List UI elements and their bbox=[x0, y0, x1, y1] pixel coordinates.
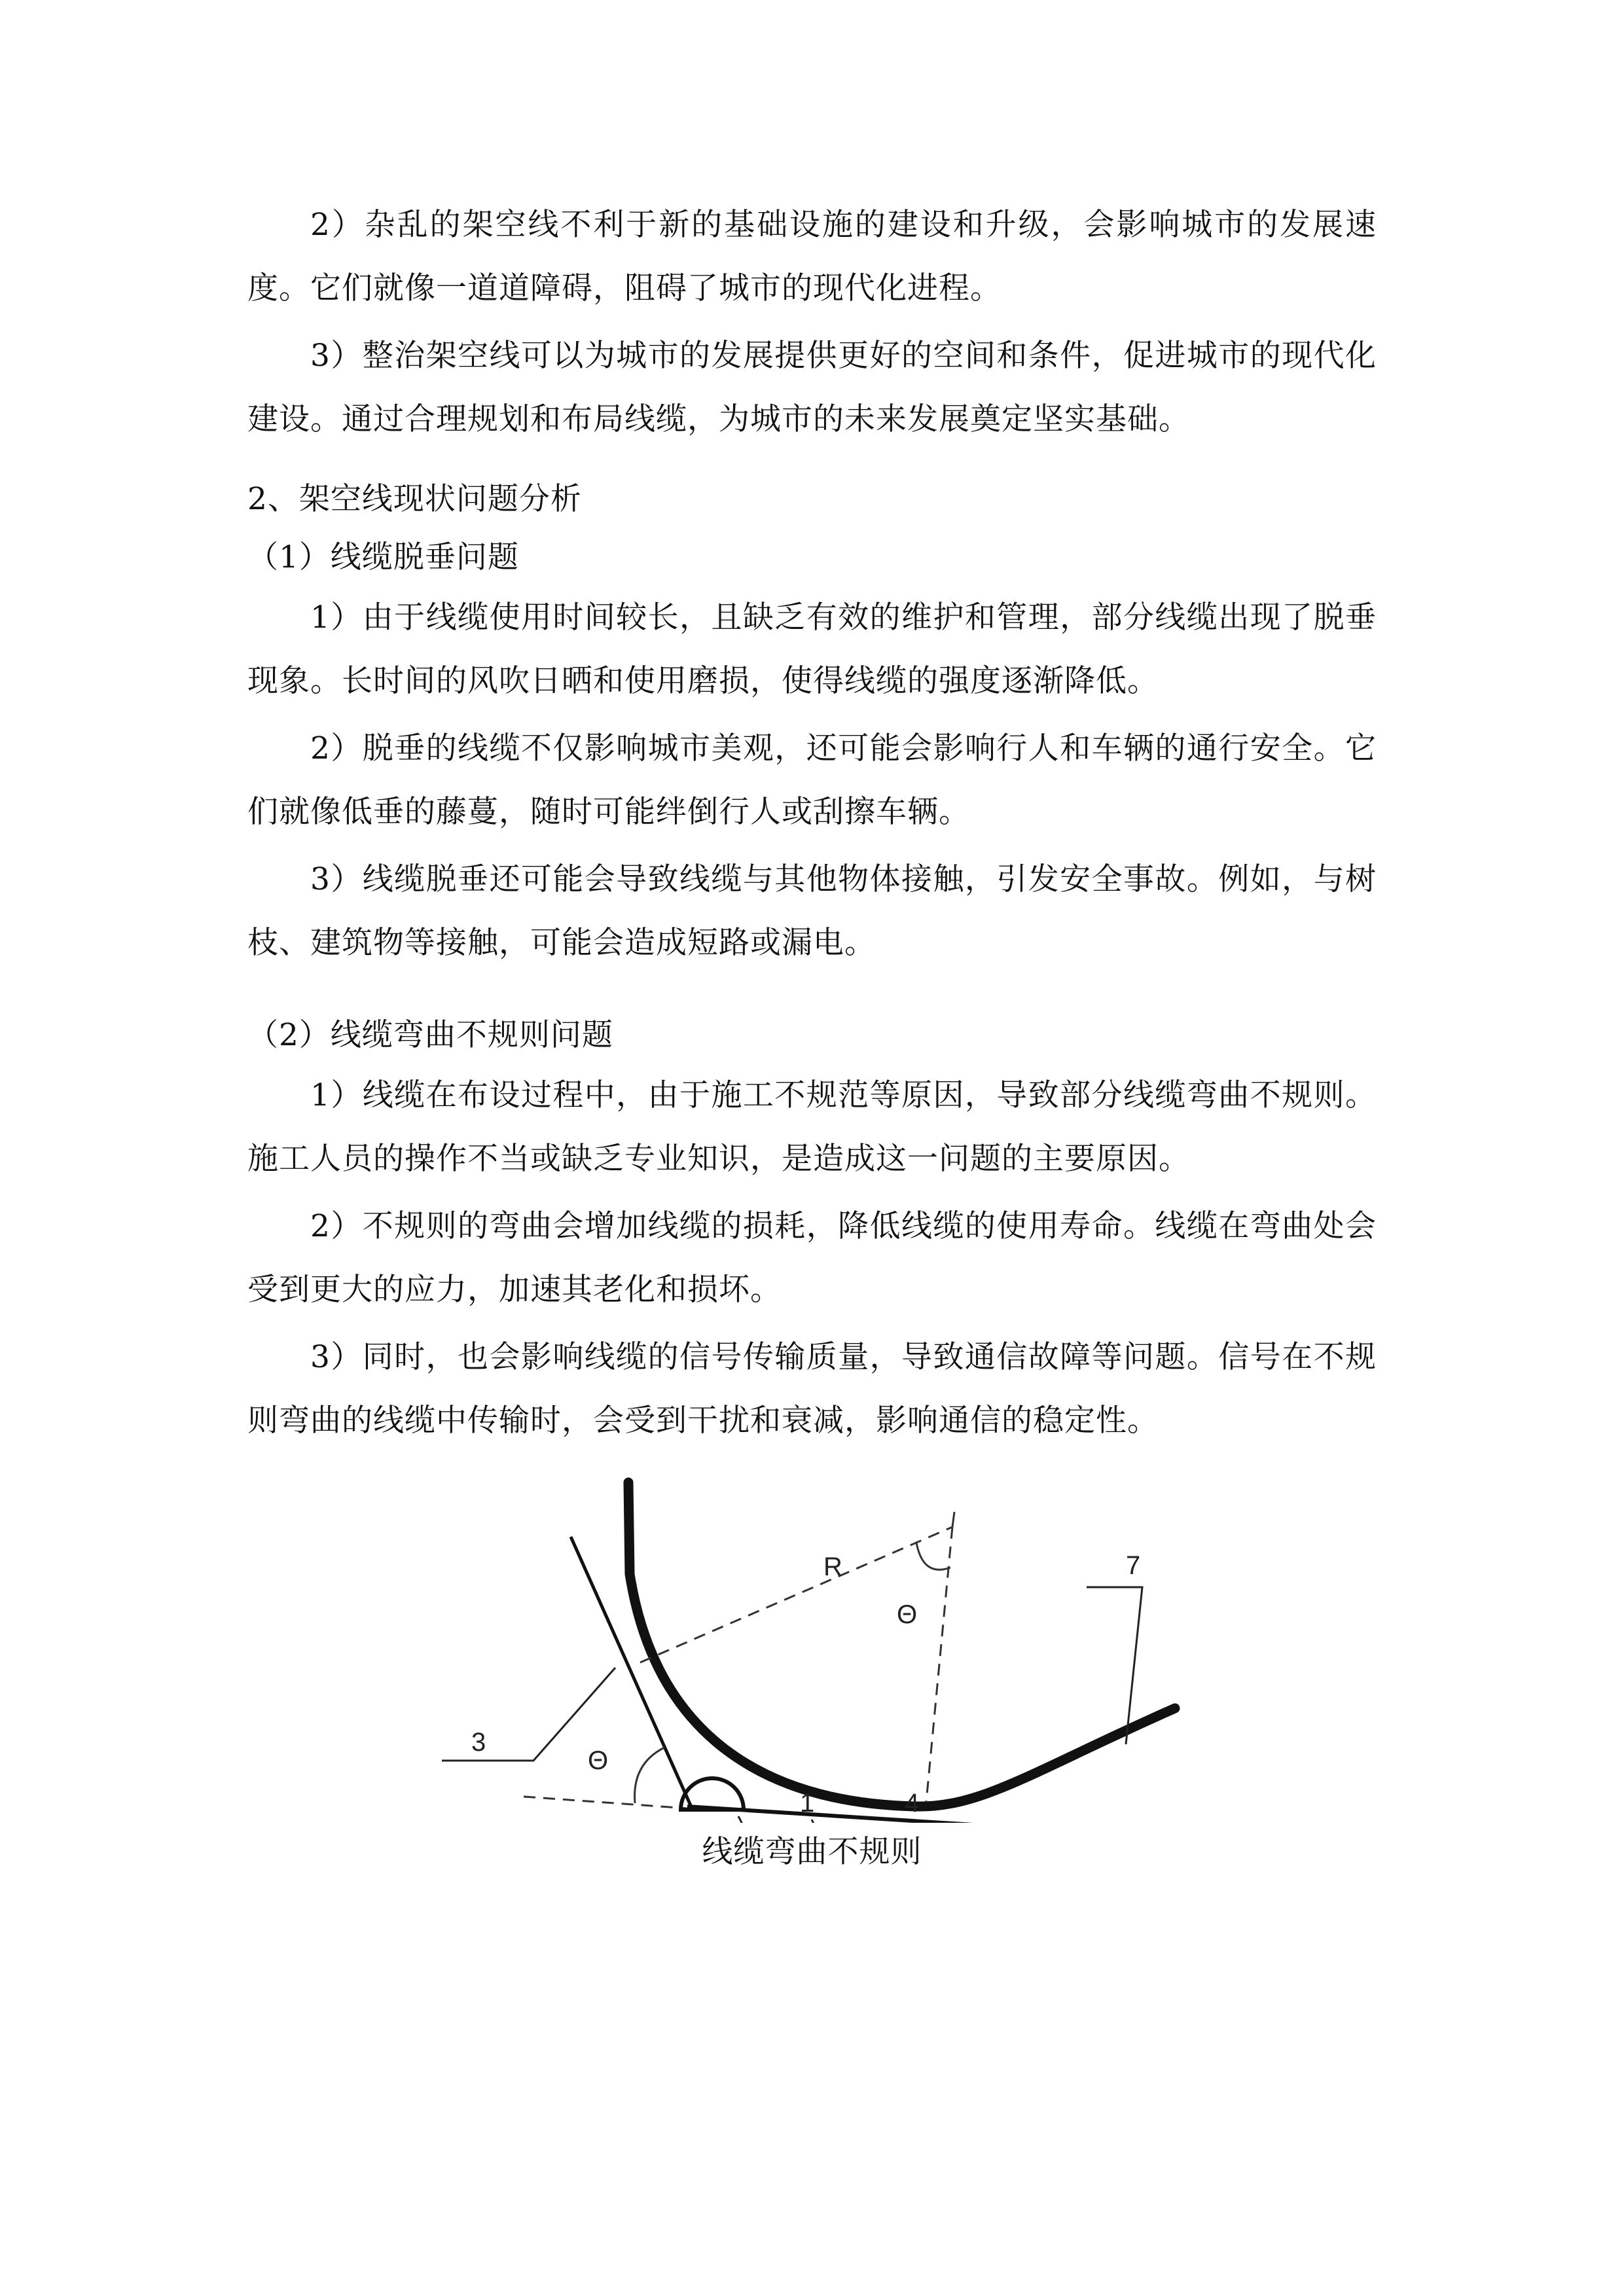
label-callout-7: 7 bbox=[1126, 1551, 1141, 1580]
paragraph-p8: 3）同时，也会影响线缆的信号传输质量，导致通信故障等问题。信号在不规则弯曲的线缆中传输时，会受到干扰和衰减，影响通信的稳定性。 bbox=[247, 1339, 1377, 1439]
label-angle-left: Θ bbox=[588, 1746, 609, 1775]
paragraph-p3: 1）由于线缆使用时间较长，且缺乏有效的维护和管理，部分线缆出现了脱垂现象。长时间的风吹日晒和使用磨损，使得线缆的强度逐渐降低。 bbox=[247, 600, 1377, 699]
label-callout-1: 1 bbox=[800, 1789, 815, 1818]
section-heading: 2、架空线现状问题分析 bbox=[247, 481, 582, 517]
figure-caption: 线缆弯曲不规则 bbox=[702, 1834, 922, 1870]
subsection-heading-1: （1）线缆脱垂问题 bbox=[247, 539, 519, 575]
cable-bend-diagram bbox=[419, 1456, 1204, 1823]
paragraph-p7: 2）不规则的弯曲会增加线缆的损耗，降低线缆的使用寿命。线缆在弯曲处会受到更大的应力，加速其老化和损坏。 bbox=[247, 1208, 1377, 1308]
paragraph-p2: 3）整治架空线可以为城市的发展提供更好的空间和条件，促进城市的现代化建设。通过合理规划和布局线缆，为城市的未来发展奠定坚实基础。 bbox=[247, 338, 1377, 437]
paragraph-p6: 1）线缆在布设过程中，由于施工不规范等原因，导致部分线缆弯曲不规则。施工人员的操作不当或缺乏专业知识，是造成这一问题的主要原因。 bbox=[247, 1077, 1377, 1177]
label-callout-3: 3 bbox=[471, 1728, 486, 1757]
paragraph-p4: 2）脱垂的线缆不仅影响城市美观，还可能会影响行人和车辆的通行安全。它们就像低垂的藤蔓，随时可能绊倒行人或刮擦车辆。 bbox=[247, 730, 1377, 830]
subsection-heading-2: （2）线缆弯曲不规则问题 bbox=[247, 1017, 613, 1053]
dashed-radius bbox=[640, 1527, 952, 1662]
centre-tick bbox=[952, 1512, 954, 1527]
cable-curve bbox=[628, 1482, 1175, 1806]
label-radius: R bbox=[823, 1552, 842, 1581]
paragraph-p1: 2）杂乱的架空线不利于新的基础设施的建设和升级，会影响城市的发展速度。它们就像一道道障碍，阻碍了城市的现代化进程。 bbox=[247, 207, 1377, 306]
callout-7-leader bbox=[1087, 1587, 1142, 1744]
paragraph-p5: 3）线缆脱垂还可能会导致线缆与其他物体接触，引发安全事故。例如，与树枝、建筑物等接触，可能会造成短路或漏电。 bbox=[247, 861, 1377, 961]
label-angle-top: Θ bbox=[897, 1600, 918, 1629]
angle-arc-top bbox=[916, 1543, 950, 1570]
dashed-horizontal bbox=[524, 1797, 687, 1808]
angle-arc-left bbox=[635, 1748, 664, 1803]
label-callout-4: 4 bbox=[905, 1789, 920, 1818]
cable-bend-svg bbox=[419, 1456, 1204, 1823]
